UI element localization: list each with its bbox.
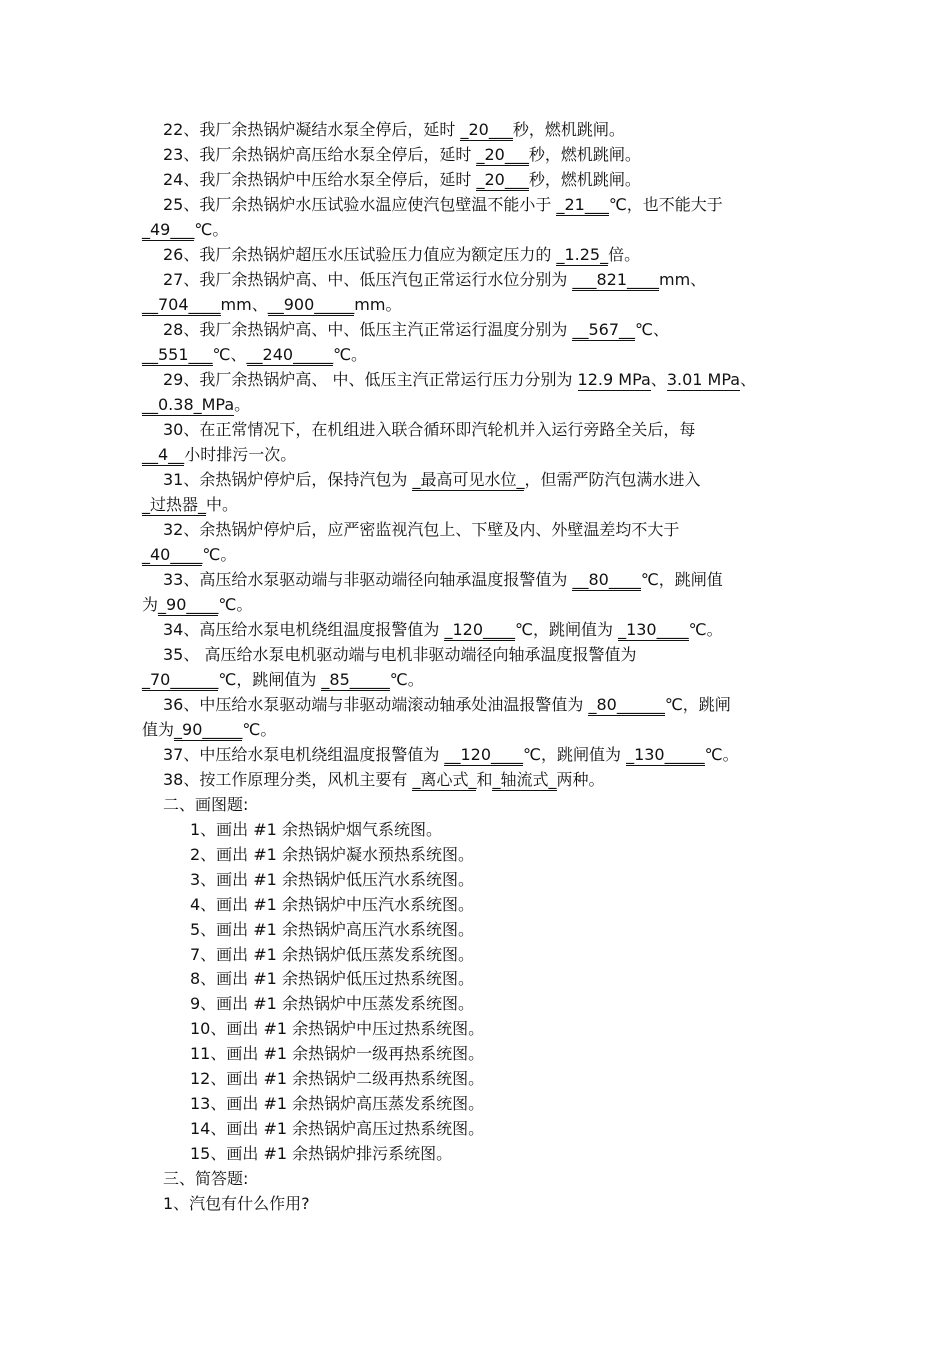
answer-blank: _40____ — [142, 545, 203, 564]
question-text: 35、 高压给水泵电机驱动端与电机非驱动端径向轴承温度报警值为 — [163, 645, 637, 664]
drawing-item: 2、画出 #1 余热锅炉凝水预热系统图。 — [190, 845, 474, 864]
question-text: 为 — [142, 595, 159, 614]
answer-blank: _130_____ — [626, 745, 705, 764]
question-27-cont — [142, 292, 812, 317]
answer-blank: _49___ — [142, 220, 195, 239]
drawing-item: 3、画出 #1 余热锅炉低压汽水系统图。 — [190, 870, 474, 889]
question-29-cont — [142, 392, 812, 417]
answer-blank: __551___ — [142, 345, 213, 364]
question-27 — [142, 267, 833, 292]
question-text: ℃。 — [202, 545, 237, 564]
question-37 — [142, 742, 833, 767]
section-3-title: 三、简答题: — [163, 1169, 249, 1188]
answer-blank: __240_____ — [246, 345, 334, 364]
question-text: 26、我厂余热锅炉超压水压试验压力值应为额定压力的 — [163, 245, 557, 264]
question-text: ℃、 — [212, 345, 247, 364]
question-text: 22、我厂余热锅炉凝结水泵全停后，延时 — [163, 120, 461, 139]
question-text: 小时排污一次。 — [184, 445, 297, 464]
answer-blank: __0.38_MPa — [142, 395, 235, 414]
answer-blank: _130____ — [618, 620, 689, 639]
drawing-item: 11、画出 #1 余热锅炉一级再热系统图。 — [190, 1044, 485, 1063]
question-text: ℃，跳闸值为 — [218, 670, 322, 689]
question-text: ℃，也不能大于 — [608, 195, 723, 214]
question-text: 30、在正常情况下，在机组进入联合循环即汽轮机并入运行旁路全关后，每 — [163, 420, 696, 439]
answer-blank: _90_____ — [174, 720, 243, 739]
question-text: 34、高压给水泵电机绕组温度报警值为 — [163, 620, 445, 639]
question-23 — [142, 142, 833, 167]
question-text: 秒，燃机跳闸。 — [528, 170, 641, 189]
question-33-cont — [142, 592, 812, 617]
answer-blank: _过热器_ — [142, 495, 207, 514]
drawing-item: 10、画出 #1 余热锅炉中压过热系统图。 — [190, 1019, 485, 1038]
drawing-item: 4、画出 #1 余热锅炉中压汽水系统图。 — [190, 895, 474, 914]
question-24 — [142, 167, 833, 192]
question-text: ℃。 — [333, 345, 368, 364]
answer-blank: __900_____ — [267, 295, 355, 314]
question-text: mm、 — [659, 270, 707, 289]
question-text: ℃。 — [194, 220, 229, 239]
short-answer-item: 1、汽包有什么作用? — [163, 1194, 310, 1213]
drawing-item: 8、画出 #1 余热锅炉低压过热系统图。 — [190, 969, 474, 988]
question-text: ℃。 — [688, 620, 723, 639]
question-text: 秒，燃机跳闸。 — [512, 120, 625, 139]
question-text: 秒，燃机跳闸。 — [528, 145, 641, 164]
answer-blank: __80____ — [572, 570, 641, 589]
question-text: ℃、 — [635, 320, 669, 339]
question-text: ℃。 — [704, 745, 739, 764]
answer-blank: __120____ — [444, 745, 523, 764]
question-text: 38、按工作原理分类，风机主要有 — [163, 770, 413, 789]
question-34 — [142, 617, 833, 642]
answer-blank: _1.25_ — [556, 245, 609, 264]
question-text: ℃，跳闸值为 — [515, 620, 619, 639]
question-text: 值为 — [142, 720, 175, 739]
question-text: mm、 — [220, 295, 268, 314]
question-text: 两种。 — [556, 770, 605, 789]
question-text: 32、余热锅炉停炉后，应严密监视汽包上、下壁及内、外壁温差均不大于 — [163, 520, 680, 539]
answer-blank: _轴流式_ — [492, 770, 557, 789]
question-32-cont — [142, 542, 812, 567]
question-text: 25、我厂余热锅炉水压试验水温应使汽包壁温不能小于 — [163, 195, 557, 214]
question-28 — [142, 317, 833, 342]
question-text: ℃。 — [242, 720, 277, 739]
drawing-item: 9、画出 #1 余热锅炉中压蒸发系统图。 — [190, 994, 474, 1013]
answer-blank: _20___ — [476, 145, 529, 164]
question-text: mm。 — [354, 295, 402, 314]
question-36-cont — [142, 717, 812, 742]
question-text: ℃。 — [389, 670, 424, 689]
answer-blank: __4__ — [142, 445, 185, 464]
question-30-cont — [142, 442, 812, 467]
question-38 — [142, 767, 833, 792]
question-text: 倍。 — [608, 245, 641, 264]
answer-blank: _21___ — [556, 195, 609, 214]
question-text: ℃，跳闸 — [664, 695, 731, 714]
drawing-item: 15、画出 #1 余热锅炉排污系统图。 — [190, 1144, 453, 1163]
question-25 — [142, 192, 833, 217]
answer-blank: __567__ — [572, 320, 635, 339]
answer-blank: __704____ — [142, 295, 221, 314]
answer-blank: ___821____ — [572, 270, 659, 289]
question-text: 33、高压给水泵驱动端与非驱动端径向轴承温度报警值为 — [163, 570, 573, 589]
answer-blank: _120____ — [444, 620, 515, 639]
question-25-cont — [142, 217, 812, 242]
question-30 — [142, 417, 833, 442]
question-29 — [142, 367, 833, 392]
question-text: 、 — [650, 370, 667, 389]
question-text: ℃。 — [218, 595, 253, 614]
question-text: 29、我厂余热锅炉高、 中、低压主汽正常运行压力分别为 — [163, 370, 578, 389]
question-33 — [142, 567, 833, 592]
answer-blank: _70______ — [142, 670, 219, 689]
answer-blank: 3.01 MPa — [666, 370, 741, 389]
question-31-cont — [142, 492, 812, 517]
question-text: 23、我厂余热锅炉高压给水泵全停后，延时 — [163, 145, 477, 164]
drawing-item: 12、画出 #1 余热锅炉二级再热系统图。 — [190, 1069, 485, 1088]
question-36 — [142, 692, 833, 717]
question-text: ℃，跳闸值 — [640, 570, 723, 589]
answer-blank: _最高可见水位_ — [412, 470, 525, 489]
question-28-cont — [142, 342, 812, 367]
question-text: 中。 — [206, 495, 239, 514]
question-text: 24、我厂余热锅炉中压给水泵全停后，延时 — [163, 170, 477, 189]
answer-blank: _离心式_ — [412, 770, 477, 789]
answer-blank: _20___ — [460, 120, 513, 139]
question-text: 37、中压给水泵电机绕组温度报警值为 — [163, 745, 445, 764]
question-text: 、 — [740, 370, 757, 389]
answer-blank: _80______ — [588, 695, 665, 714]
question-35 — [142, 642, 833, 667]
question-22 — [142, 117, 833, 142]
question-text: 。 — [234, 395, 251, 414]
question-text: ℃，跳闸值为 — [523, 745, 627, 764]
question-26 — [142, 242, 833, 267]
question-text: 31、余热锅炉停炉后，保持汽包为 — [163, 470, 413, 489]
question-text: 和 — [476, 770, 493, 789]
question-text: 36、中压给水泵驱动端与非驱动端滚动轴承处油温报警值为 — [163, 695, 589, 714]
drawing-item: 5、画出 #1 余热锅炉高压汽水系统图。 — [190, 920, 474, 939]
question-32 — [142, 517, 833, 542]
drawing-item: 7、画出 #1 余热锅炉低压蒸发系统图。 — [190, 945, 474, 964]
question-text: 27、我厂余热锅炉高、中、低压汽包正常运行水位分别为 — [163, 270, 573, 289]
answer-blank: _90____ — [158, 595, 219, 614]
question-31 — [142, 467, 833, 492]
drawing-item: 13、画出 #1 余热锅炉高压蒸发系统图。 — [190, 1094, 485, 1113]
answer-blank: _85_____ — [321, 670, 390, 689]
section-2-title: 二、画图题: — [163, 795, 249, 814]
question-35-cont — [142, 667, 812, 692]
drawing-item: 14、画出 #1 余热锅炉高压过热系统图。 — [190, 1119, 485, 1138]
answer-blank: _20___ — [476, 170, 529, 189]
answer-blank: 12.9 MPa — [577, 370, 651, 389]
question-text: ，但需严防汽包满水进入 — [524, 470, 701, 489]
question-text: 28、我厂余热锅炉高、中、低压主汽正常运行温度分别为 — [163, 320, 573, 339]
drawing-item: 1、画出 #1 余热锅炉烟气系统图。 — [190, 820, 442, 839]
